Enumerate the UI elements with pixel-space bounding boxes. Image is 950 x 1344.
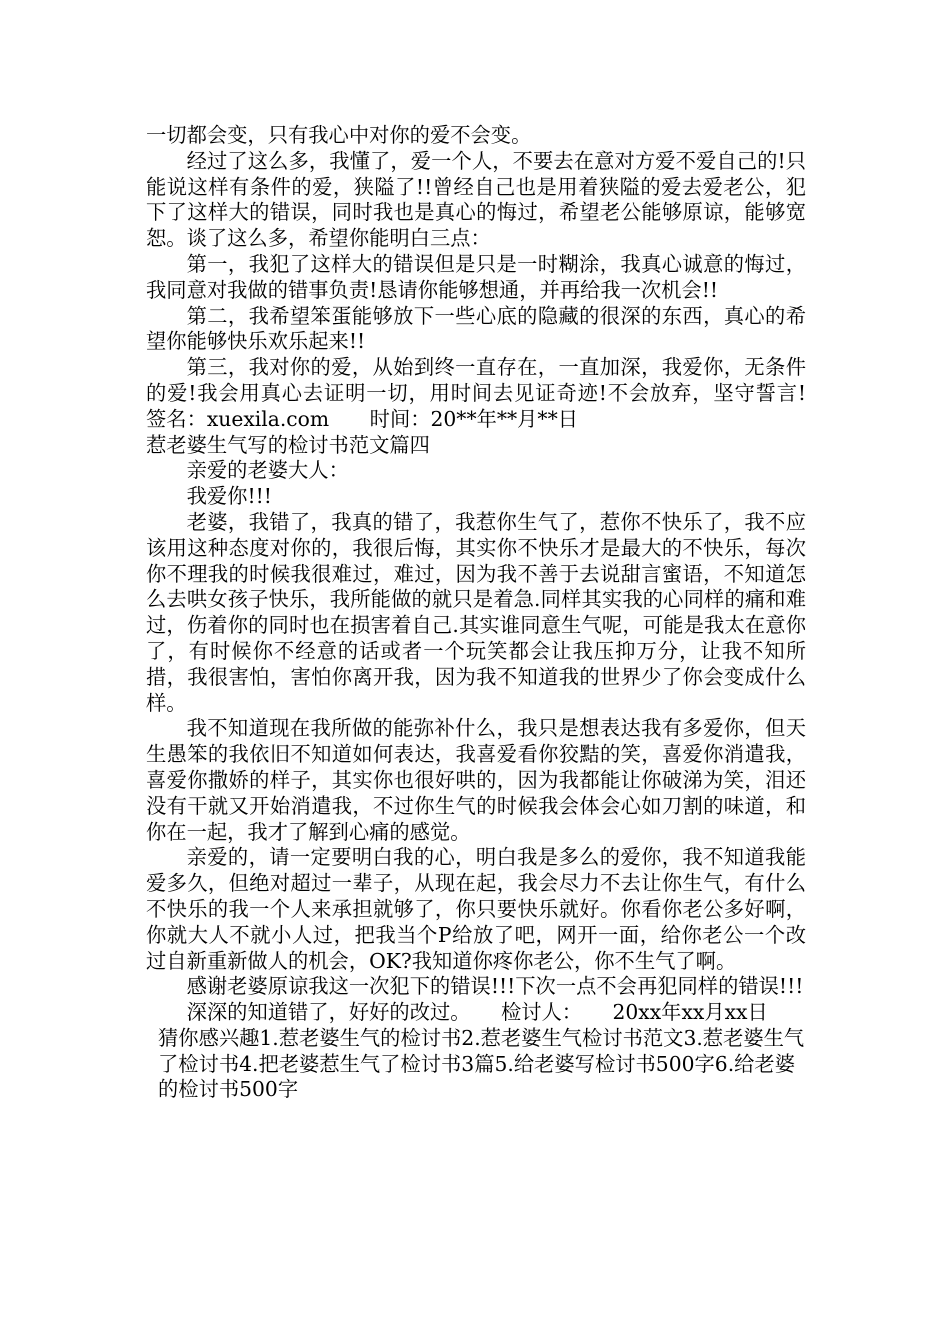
paragraph-apology: 老婆，我错了，我真的错了，我惹你生气了，惹你不快乐了，我不应该用这种态度对你的，我很后悔，其实你不快乐才是最大的不快乐，每次你不理我的时候我很难过，难过，因为我不善于去说甜言蜜语，不知道怎么去哄女孩子快乐，我所能做的就只是着急.同样其实我的心同样的痛和难过，伤着你的同时也在损害着自己.其实谁同意生气呢，可能是我太在意你了，有时候你不经意的话或者一个玩笑都会让我压抑万分，让我不知所措，我很害怕，害怕你离开我，因为我不知道我的世界少了你会变成什么样。 [146, 509, 806, 715]
paragraph-thanks: 感谢老婆原谅我这一次犯下的错误!!!下次一点不会再犯同样的错误!!! [186, 974, 804, 999]
paragraph-signoff: 深深的知道错了，好好的改过。 检讨人： 20xx年xx月xx日 [186, 1000, 768, 1025]
document-body [146, 123, 847, 1103]
paragraph-point-one: 第一，我犯了这样大的错误但是只是一时糊涂，我真心诚意的悔过，我同意对我做的错事负责!恳请你能够想通，并再给我一次机会!! [146, 251, 806, 302]
salutation: 亲爱的老婆大人： [186, 458, 349, 483]
paragraph-promise: 亲爱的，请一定要明白我的心，明白我是多么的爱你，我不知道我能爱多久，但绝对超过一辈子，从现在起，我会尽力不去让你生气，有什么不快乐的我一个人来承担就够了，你只要快乐就好。你看你老公多好啊，你就大人不就小人过，把我当个P给放了吧，网开一面，给你老公一个改过自新重新做人的机会，OK?我知道你疼你老公，你不生气了啊。 [146, 845, 806, 973]
paragraph-point-two: 第二，我希望笨蛋能够放下一些心底的隐藏的很深的东西，真心的希望你能够快乐欢乐起来!! [146, 303, 806, 354]
paragraph-understanding: 经过了这么多，我懂了，爱一个人，不要去在意对方爱不爱自己的!只能说这样有条件的爱，狭隘了!!曾经自己也是用着狭隘的爱去爱老公，犯下了这样大的错误，同时我也是真心的悔过，希望老公能够原谅，能够宽恕。谈了这么多，希望你能明白三点： [146, 148, 806, 251]
greeting: 我爱你!!! [186, 484, 272, 509]
section-heading: 惹老婆生气写的检讨书范文篇四 [146, 432, 430, 457]
related-links[interactable]: 猜你感兴趣1.惹老婆生气的检讨书2.惹老婆生气检讨书范文3.惹老婆生气了检讨书4.把老婆惹生气了检讨书3篇5.给老婆写检讨书500字6.给老婆的检讨书500字 [158, 1025, 805, 1102]
paragraph-point-three-signature: 第三，我对你的爱，从始到终一直存在，一直加深，我爱你，无条件的爱!我会用真心去证明一切，用时间去见证奇迹!不会放弃，坚守誓言! 签名：xuexila.com 时间：20**年**月**日 [146, 355, 847, 431]
paragraph-closing-line: 一切都会变，只有我心中对你的爱不会变。 [146, 123, 532, 147]
paragraph-make-amends: 我不知道现在我所做的能弥补什么，我只是想表达我有多爱你，但天生愚笨的我依旧不知道如何表达，我喜爱看你狡黠的笑，喜爱你消遣我，喜爱你撒娇的样子，其实你也很好哄的，因为我都能让你破涕为笑，泪还没有干就又开始消遣我，不过你生气的时候我会体会心如刀割的味道，和你在一起，我才了解到心痛的感觉。 [146, 716, 806, 844]
